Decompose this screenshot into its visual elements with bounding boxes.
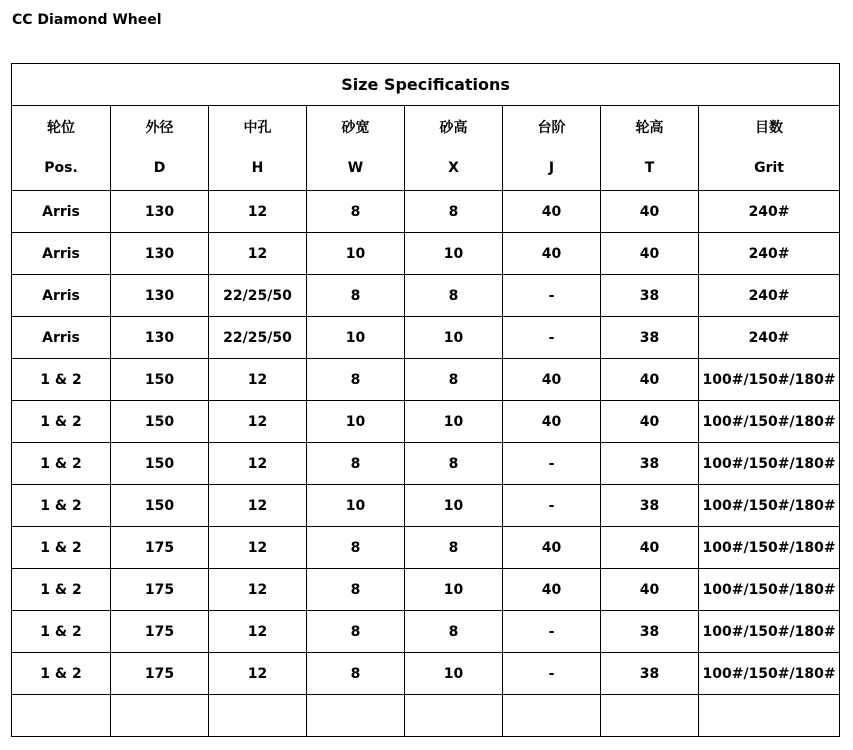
- table-cell: 22/25/50: [209, 317, 307, 359]
- table-cell: 1 & 2: [12, 569, 111, 611]
- table-cell: 130: [111, 317, 209, 359]
- table-cell: 10: [405, 653, 503, 695]
- table-cell: 8: [405, 443, 503, 485]
- table-cell: 22/25/50: [209, 275, 307, 317]
- table-cell: 40: [503, 401, 601, 443]
- column-header-en: H: [251, 160, 264, 176]
- table-cell: 150: [111, 359, 209, 401]
- table-cell: 38: [601, 443, 699, 485]
- table-cell: 8: [405, 359, 503, 401]
- table-cell: 8: [405, 275, 503, 317]
- table-cell: 40: [601, 527, 699, 569]
- table-cell: 38: [601, 485, 699, 527]
- table-cell: 40: [503, 569, 601, 611]
- table-cell: 8: [307, 569, 405, 611]
- table-cell: [111, 695, 209, 737]
- column-header-cn: 砂宽: [341, 120, 370, 136]
- column-header: [307, 106, 405, 191]
- table-cell: 38: [601, 653, 699, 695]
- table-cell: Arris: [12, 317, 111, 359]
- table-cell: Arris: [12, 233, 111, 275]
- header-row: [12, 106, 840, 191]
- table-cell: 100#/150#/180#: [699, 611, 840, 653]
- column-header-en: D: [153, 160, 166, 176]
- table-cell: -: [503, 653, 601, 695]
- table-row: [12, 485, 840, 527]
- table-cell: 100#/150#/180#: [699, 527, 840, 569]
- column-header-cn: 轮高: [635, 120, 664, 136]
- table-cell: 40: [601, 569, 699, 611]
- column-header: [405, 106, 503, 191]
- column-header-en: T: [644, 160, 655, 176]
- column-header: [601, 106, 699, 191]
- table-caption: Size Specifications: [12, 64, 840, 106]
- table-cell: 40: [601, 233, 699, 275]
- table-cell: 12: [209, 401, 307, 443]
- table-cell: 12: [209, 611, 307, 653]
- table-row: [12, 611, 840, 653]
- table-cell: 8: [307, 191, 405, 233]
- table-row: [12, 191, 840, 233]
- table-cell: 100#/150#/180#: [699, 401, 840, 443]
- table-cell: 8: [307, 443, 405, 485]
- column-header-cn: 轮位: [47, 120, 75, 136]
- column-header-cn: 目数: [755, 120, 784, 136]
- table-cell: [12, 695, 111, 737]
- column-header: [209, 106, 307, 191]
- table-row: [12, 401, 840, 443]
- table-cell: 10: [307, 485, 405, 527]
- column-header-en: Pos.: [44, 160, 78, 176]
- table-cell: [307, 695, 405, 737]
- table-cell: 1 & 2: [12, 401, 111, 443]
- table-cell: 12: [209, 653, 307, 695]
- table-cell: [405, 695, 503, 737]
- table-cell: 10: [307, 233, 405, 275]
- table-cell: 8: [405, 191, 503, 233]
- table-row: [12, 695, 840, 737]
- table-row: [12, 569, 840, 611]
- table-row: [12, 275, 840, 317]
- table-cell: [503, 695, 601, 737]
- table-cell: 1 & 2: [12, 527, 111, 569]
- table-cell: 12: [209, 191, 307, 233]
- table-cell: 150: [111, 401, 209, 443]
- column-header-cn: 台阶: [537, 120, 566, 136]
- table-cell: 12: [209, 485, 307, 527]
- table-cell: 8: [405, 527, 503, 569]
- table-cell: 100#/150#/180#: [699, 569, 840, 611]
- table-cell: 10: [405, 569, 503, 611]
- table-cell: 175: [111, 527, 209, 569]
- table-row: [12, 359, 840, 401]
- table-cell: -: [503, 611, 601, 653]
- table-cell: 100#/150#/180#: [699, 359, 840, 401]
- table-cell: 150: [111, 485, 209, 527]
- table-cell: 240#: [699, 317, 840, 359]
- table-cell: 175: [111, 611, 209, 653]
- column-header-cn: 外径: [145, 120, 174, 136]
- table-cell: 1 & 2: [12, 443, 111, 485]
- column-header: [699, 106, 840, 191]
- table-cell: 12: [209, 233, 307, 275]
- document-title: CC Diamond Wheel: [12, 12, 162, 28]
- table-cell: 10: [405, 317, 503, 359]
- table-cell: 1 & 2: [12, 359, 111, 401]
- table-cell: Arris: [12, 191, 111, 233]
- table-cell: Arris: [12, 275, 111, 317]
- table-row: [12, 653, 840, 695]
- table-cell: 1 & 2: [12, 653, 111, 695]
- table-cell: 10: [405, 485, 503, 527]
- table-cell: [699, 695, 840, 737]
- table-cell: 12: [209, 359, 307, 401]
- table-row: [12, 443, 840, 485]
- table-cell: 40: [601, 401, 699, 443]
- column-header-cn: 砂高: [439, 120, 468, 136]
- table-cell: -: [503, 443, 601, 485]
- table-cell: [601, 695, 699, 737]
- table-cell: 240#: [699, 275, 840, 317]
- table-row: [12, 317, 840, 359]
- table-cell: -: [503, 275, 601, 317]
- table-cell: 130: [111, 275, 209, 317]
- table-cell: 12: [209, 569, 307, 611]
- table-row: [12, 527, 840, 569]
- table-cell: 40: [503, 527, 601, 569]
- column-header-en: W: [347, 160, 364, 176]
- table-cell: 10: [405, 233, 503, 275]
- table-cell: 8: [307, 653, 405, 695]
- table-cell: 8: [307, 359, 405, 401]
- size-spec-table: [11, 63, 840, 737]
- table-cell: -: [503, 485, 601, 527]
- table-cell: 8: [307, 527, 405, 569]
- table-cell: 40: [601, 359, 699, 401]
- table-cell: 10: [307, 317, 405, 359]
- table-cell: 10: [307, 401, 405, 443]
- column-header-cn: 中孔: [243, 120, 272, 136]
- table-cell: 1 & 2: [12, 485, 111, 527]
- column-header-en: X: [448, 160, 459, 176]
- table-cell: 100#/150#/180#: [699, 443, 840, 485]
- table-cell: 175: [111, 569, 209, 611]
- column-header: [12, 106, 111, 191]
- table-cell: 240#: [699, 233, 840, 275]
- table-row: [12, 233, 840, 275]
- table-cell: 40: [503, 191, 601, 233]
- table-cell: 12: [209, 527, 307, 569]
- table-cell: 150: [111, 443, 209, 485]
- table-cell: 130: [111, 191, 209, 233]
- table-cell: 240#: [699, 191, 840, 233]
- table-cell: 1 & 2: [12, 611, 111, 653]
- table-cell: 38: [601, 275, 699, 317]
- table-cell: 175: [111, 653, 209, 695]
- table-cell: 38: [601, 611, 699, 653]
- table-cell: 40: [503, 359, 601, 401]
- caption-row: [12, 64, 840, 106]
- column-header-en: J: [548, 160, 555, 176]
- column-header-en: Grit: [754, 160, 784, 176]
- table-cell: 10: [405, 401, 503, 443]
- table-cell: 100#/150#/180#: [699, 485, 840, 527]
- table-cell: 8: [307, 611, 405, 653]
- table-cell: 130: [111, 233, 209, 275]
- table-cell: 8: [307, 275, 405, 317]
- table-cell: 38: [601, 317, 699, 359]
- column-header: [111, 106, 209, 191]
- table-cell: 12: [209, 443, 307, 485]
- table-cell: 100#/150#/180#: [699, 653, 840, 695]
- column-header: [503, 106, 601, 191]
- table-cell: [209, 695, 307, 737]
- table-cell: 40: [601, 191, 699, 233]
- table-cell: 8: [405, 611, 503, 653]
- table-cell: -: [503, 317, 601, 359]
- table-cell: 40: [503, 233, 601, 275]
